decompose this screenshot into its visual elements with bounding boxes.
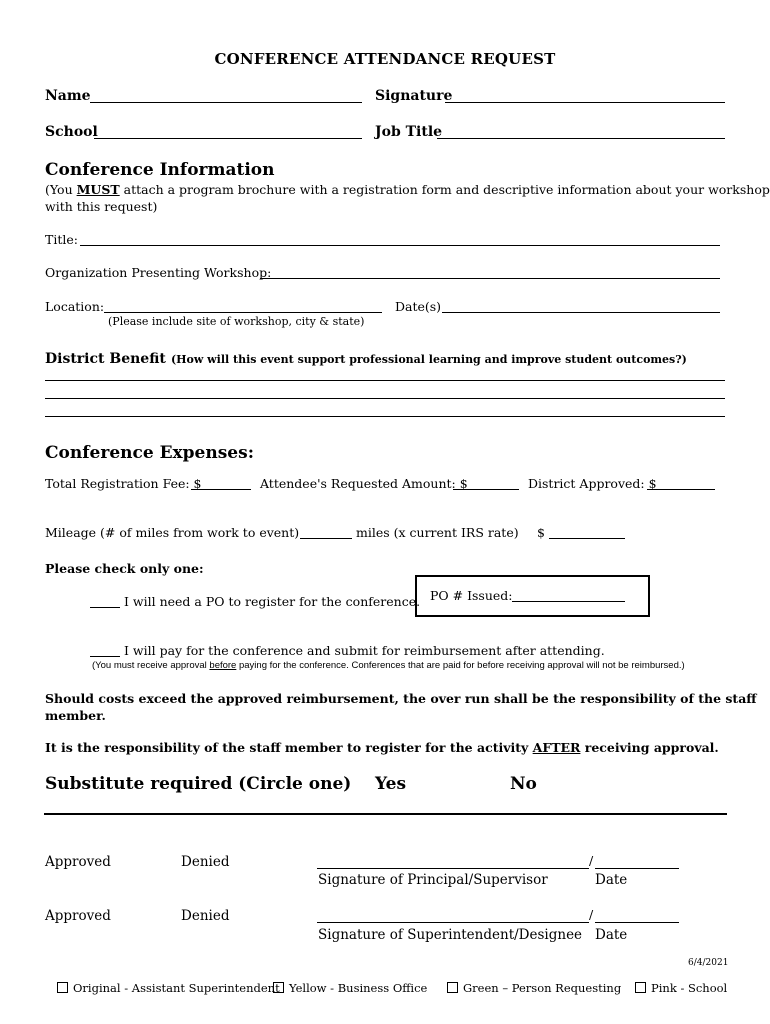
- org-label: Organization Presenting Workshop:: [45, 265, 272, 280]
- job-title-label: Job Title: [375, 124, 443, 140]
- dates-label: Date(s): [395, 299, 442, 314]
- denied-1[interactable]: Denied: [181, 854, 230, 870]
- title-label: Title:: [45, 232, 78, 247]
- requested-amount-field[interactable]: [453, 489, 519, 490]
- superintendent-signature-line[interactable]: [317, 922, 589, 923]
- po-number-field[interactable]: [512, 601, 625, 602]
- date-slash-2: /: [589, 907, 594, 922]
- superintendent-signature-label: Signature of Superintendent/Designee: [318, 927, 583, 943]
- po-issued-label: PO # Issued:: [430, 588, 513, 603]
- copy-yellow-label: Yellow - Business Office: [289, 981, 428, 995]
- benefit-line-2[interactable]: [45, 398, 725, 399]
- approved-2[interactable]: Approved: [45, 908, 111, 924]
- name-field[interactable]: [90, 102, 362, 103]
- principal-signature-line[interactable]: [317, 868, 589, 869]
- location-hint: (Please include site of workshop, city & state): [108, 315, 365, 328]
- checkbox-icon: [447, 982, 458, 993]
- copy-green[interactable]: [447, 981, 621, 995]
- principal-date-label: Date: [595, 872, 628, 888]
- reimburse-option-text: I will pay for the conference and submit for reimbursement after attending.: [124, 643, 605, 658]
- reimburse-option-check[interactable]: [90, 656, 120, 657]
- copy-original[interactable]: [57, 981, 280, 995]
- reimburse-note-b: paying for the conference. Conferences that are paid for before receiving approval will not be reimbursed.): [236, 660, 685, 671]
- responsibility-text: [45, 740, 719, 755]
- district-benefit-row: [45, 348, 687, 367]
- section-divider: [44, 813, 727, 815]
- version-date: 6/4/2021: [688, 958, 729, 968]
- brochure-note-line1: [45, 182, 770, 197]
- po-option-text: I will need a PO to register for the conference.: [124, 594, 421, 609]
- overrun-line2: member.: [45, 708, 106, 723]
- reimburse-note: [92, 660, 685, 671]
- note-prefix: (You: [45, 182, 77, 197]
- district-approved-label: District Approved: $: [528, 476, 657, 491]
- principal-date-line[interactable]: [595, 868, 679, 869]
- signature-label: Signature: [375, 88, 453, 104]
- copy-original-label: Original - Assistant Superintendent: [73, 981, 280, 995]
- superintendent-date-label: Date: [595, 927, 628, 943]
- conference-info-heading: Conference Information: [45, 160, 275, 180]
- name-label: Name: [45, 88, 91, 104]
- substitute-no[interactable]: No: [510, 774, 537, 794]
- date-slash-1: /: [589, 853, 594, 868]
- signature-field[interactable]: [445, 102, 725, 103]
- benefit-line-1[interactable]: [45, 380, 725, 381]
- note-rest: attach a program brochure with a registration form and descriptive information about your workshop: [119, 182, 770, 197]
- copy-green-label: Green – Person Requesting: [463, 981, 622, 995]
- district-approved-field[interactable]: [647, 489, 715, 490]
- checkbox-icon: [57, 982, 68, 993]
- location-field[interactable]: [104, 312, 382, 313]
- job-title-field[interactable]: [437, 138, 725, 139]
- brochure-note-line2: with this request): [45, 199, 158, 214]
- registration-fee-label: Total Registration Fee: $: [45, 476, 202, 491]
- responsibility-after: AFTER: [532, 740, 581, 755]
- district-benefit-question: (How will this event support professional learning and improve student outcomes?): [170, 353, 687, 366]
- responsibility-b: receiving approval.: [580, 740, 719, 755]
- substitute-label: Substitute required (Circle one): [45, 774, 352, 794]
- reimburse-note-before: before: [209, 660, 237, 671]
- miles-field[interactable]: [300, 538, 352, 539]
- check-one-heading: Please check only one:: [45, 561, 204, 576]
- school-label: School: [45, 124, 98, 140]
- responsibility-a: It is the responsibility of the staff member to register for the activity: [45, 740, 533, 755]
- form-title: CONFERENCE ATTENDANCE REQUEST: [214, 50, 556, 68]
- registration-fee-field[interactable]: [191, 489, 251, 490]
- copy-pink-label: Pink - School: [651, 981, 728, 995]
- checkbox-icon: [273, 982, 284, 993]
- denied-2[interactable]: Denied: [181, 908, 230, 924]
- superintendent-date-line[interactable]: [595, 922, 679, 923]
- copy-pink[interactable]: [635, 981, 727, 995]
- requested-amount-label: Attendee's Requested Amount: $: [260, 476, 468, 491]
- checkbox-icon: [635, 982, 646, 993]
- approved-1[interactable]: Approved: [45, 854, 111, 870]
- location-label: Location:: [45, 299, 105, 314]
- dates-field[interactable]: [442, 312, 720, 313]
- overrun-line1: Should costs exceed the approved reimbursement, the over run shall be the responsibility of the staff: [45, 691, 757, 706]
- expenses-heading: Conference Expenses:: [45, 443, 254, 463]
- conference-title-field[interactable]: [80, 245, 720, 246]
- mileage-amount-field[interactable]: [549, 538, 625, 539]
- miles-rate-text: miles (x current IRS rate): [356, 525, 519, 540]
- school-field[interactable]: [94, 138, 362, 139]
- substitute-yes[interactable]: Yes: [375, 774, 407, 794]
- mileage-dollar-label: $: [537, 525, 545, 540]
- note-must: MUST: [76, 182, 120, 197]
- copy-yellow[interactable]: [273, 981, 427, 995]
- po-option-check[interactable]: [90, 607, 120, 608]
- benefit-line-3[interactable]: [45, 416, 725, 417]
- mileage-label: Mileage (# of miles from work to event): [45, 525, 300, 540]
- principal-signature-label: Signature of Principal/Supervisor: [318, 872, 548, 888]
- reimburse-note-a: (You must receive approval: [92, 660, 210, 671]
- district-benefit-heading: District Benefit: [45, 351, 166, 367]
- org-field[interactable]: [260, 278, 720, 279]
